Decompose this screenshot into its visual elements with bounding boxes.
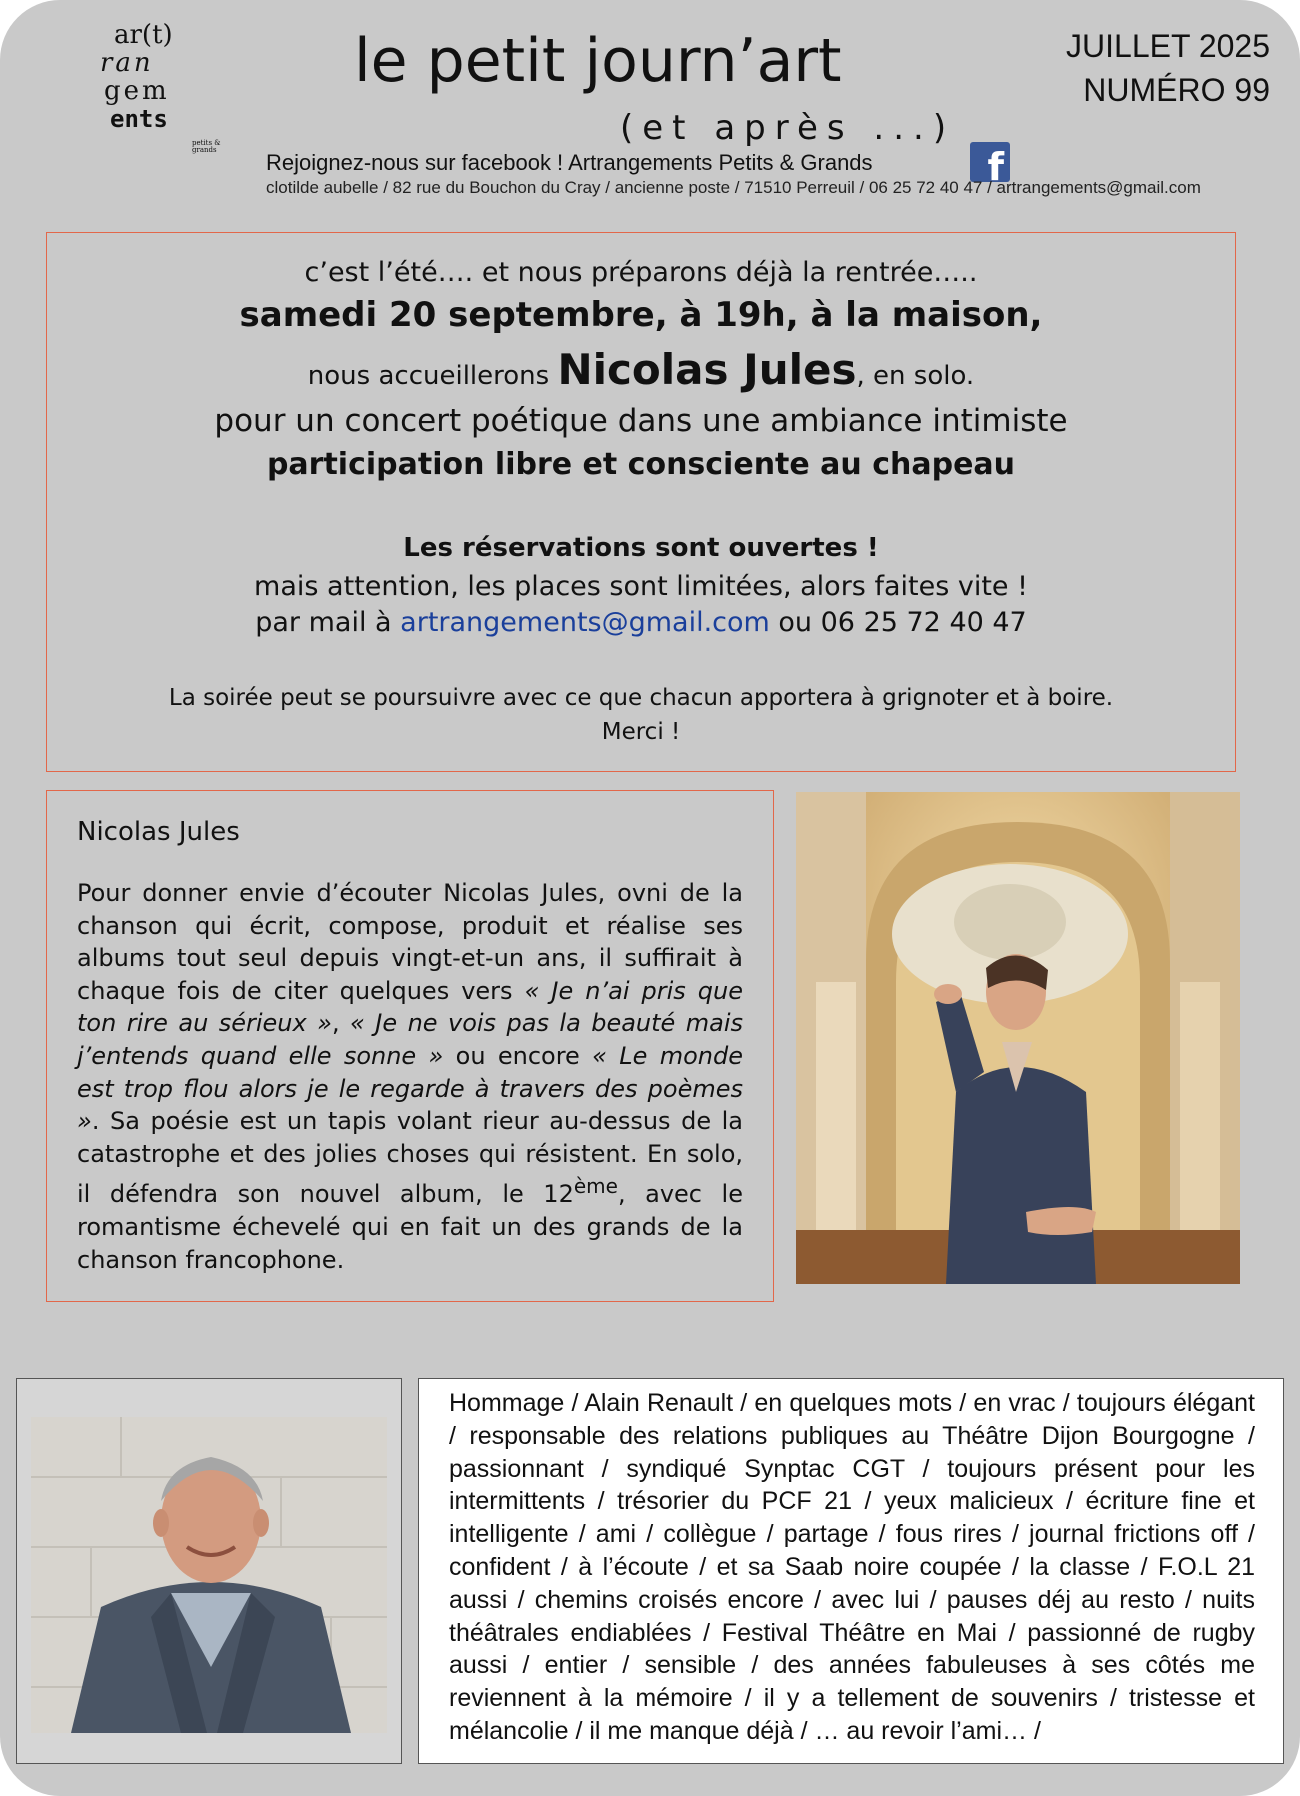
event-intro: c’est l’été…. et nous préparons déjà la rentrée….. [304, 257, 978, 288]
bio-quote: « Je n’ai pris que ton rire au sérieux » [77, 976, 743, 1038]
facebook-icon[interactable]: f [970, 142, 1010, 182]
bio-text-part: , avec le romantisme échevelé qui en fait un des grands de la chanson francophone. [77, 1180, 743, 1274]
reservations-contact [47, 607, 1235, 638]
event-participation: participation libre et consciente au chapeau [266, 447, 1016, 482]
event-description: pour un concert poétique dans une ambiance intimiste [214, 403, 1068, 439]
newsletter-title: le petit journ’art [354, 26, 842, 96]
bio-superscript: ème [573, 1174, 618, 1199]
issue-month: JUILLET 2025 [1066, 28, 1270, 64]
event-artist-pre: nous accueillerons [307, 361, 558, 391]
bio-text-part: ou encore [443, 1041, 593, 1070]
bio-quote: « Le monde est trop flou alors je le regarde à travers des poèmes » [77, 1041, 743, 1136]
event-closing: La soirée peut se poursuivre avec ce que chacun apportera à grignoter et à boire. [168, 685, 1114, 711]
nicolas-jules-photo [796, 792, 1240, 1284]
event-date: samedi 20 septembre, à 19h, à la maison, [239, 295, 1043, 335]
contact-line: clotilde aubelle / 82 rue du Bouchon du Cray / ancienne poste / 71510 Perreuil / 06 25 72 40 47 / artrangements@gmail.com [266, 178, 1201, 197]
artist-bio [46, 790, 774, 1302]
contact-phone: ou 06 25 72 40 47 [769, 607, 1027, 638]
event-announcement [46, 232, 1236, 772]
contact-pre: par mail à [255, 607, 401, 638]
logo-small-text: petits & grands [192, 139, 221, 154]
event-thanks: Merci ! [601, 719, 681, 745]
email-link[interactable]: artrangements@gmail.com [400, 607, 770, 638]
bio-text-part: . Sa poésie est un tapis volant rieur au-dessus de la catastrophe et des jolies choses qui résistent. En solo, il défendra son nouvel album, le 12 [77, 1107, 743, 1209]
newsletter-subtitle: (et après ...) [620, 108, 956, 148]
logo-line-4: ents [110, 105, 168, 133]
alain-renault-photo [31, 1417, 387, 1733]
issue-number: NUMÉRO 99 [1083, 72, 1270, 108]
bio-text [77, 877, 743, 1276]
bio-quote: « Je ne vois pas la beauté mais j’entends quand elle sonne » [77, 1009, 744, 1070]
alain-renault-illustration [31, 1417, 387, 1733]
alain-renault-photo-frame [16, 1378, 402, 1764]
event-artist-line [47, 345, 1235, 394]
logo-line-3: gem [104, 76, 170, 106]
issue-info [1066, 24, 1270, 112]
event-artist-name: Nicolas Jules [557, 345, 857, 394]
bio-text-part: , [331, 1009, 351, 1038]
facebook-invite[interactable]: Rejoignez-nous sur facebook ! Artrangements Petits & Grands [266, 150, 873, 175]
hommage-text: Hommage / Alain Renault / en quelques mots / en vrac / toujours élégant / responsable des relations publiques au Théâtre Dijon Bourgogne / passionnant / syndiqué Synptac CGT / toujours présent pour les intermittents / trésorier du PCF 21 / yeux malicieux / écriture fine et intelligente / ami / collègue / partage / fous rires / journal frictions off / confident / à l’écoute / et sa Saab noire coupée / la classe / F.O.L 21 aussi / chemins croisés encore / avec lui / pauses déj au resto / nuits théâtrales endiablées / Festival Théâtre en Mai / passionné de rugby aussi / entier / sensible / des années fabuleuses à ses côtés me reviennent à la mémoire / il y a tellement de souvenirs / tristesse et mélancolie / il me manque déjà / … au revoir l’ami… / [449, 1389, 1255, 1745]
logo-line-1: ar(t) [114, 20, 173, 50]
artrangements-logo [96, 22, 226, 162]
bio-text-part: Pour donner envie d’écouter Nicolas Jules, ovni de la chanson qui écrit, compose, produit et réalise ses albums tout seul depuis vingt-et-un ans, il suffirait à chaque fois de citer quelques vers [77, 879, 743, 1005]
bio-title: Nicolas Jules [77, 817, 240, 847]
hommage-box [418, 1378, 1284, 1764]
reservations-title: Les réservations sont ouvertes ! [403, 533, 879, 563]
logo-line-2: ran [100, 48, 154, 78]
event-artist-post: , en solo. [856, 361, 975, 391]
nicolas-jules-illustration [796, 792, 1240, 1284]
reservations-note: mais attention, les places sont limitées, alors faites vite ! [254, 571, 1028, 602]
